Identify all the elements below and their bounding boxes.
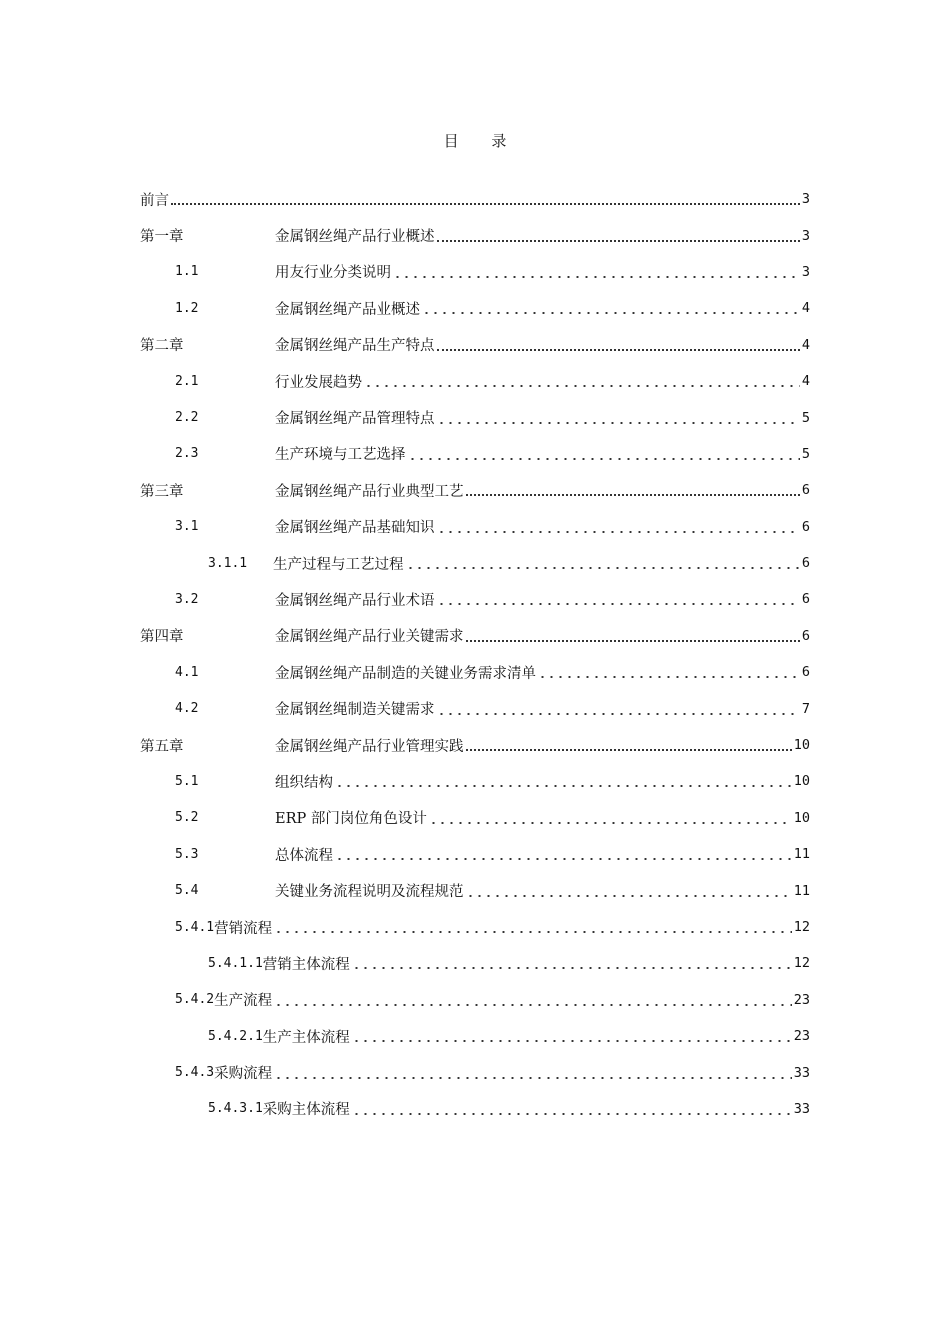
dot-leader (466, 895, 792, 897)
toc-entry-page: 6 (801, 627, 810, 644)
toc-entry-5-4-1-1[interactable] (140, 945, 810, 981)
toc-entry-number: 前言 (140, 192, 169, 209)
dot-leader (437, 713, 800, 715)
dot-leader (364, 385, 800, 387)
dot-leader (437, 240, 800, 242)
toc-entry-5-4-2-1[interactable] (140, 1018, 810, 1054)
toc-entry-5-4-3[interactable] (140, 1054, 810, 1090)
toc-entry-title: 金属钢丝绳产品管理特点 (275, 411, 435, 428)
toc-entry-title: 营销主体流程 (262, 956, 350, 973)
toc-entry-number: 5.4.1 (175, 919, 215, 935)
dot-leader (335, 858, 792, 860)
toc-entry-4-1[interactable] (140, 654, 810, 690)
toc-entry-page: 4 (801, 300, 810, 317)
dot-leader (352, 1113, 792, 1115)
toc-entry-page: 5 (801, 409, 810, 426)
toc-entry-page: 6 (801, 664, 810, 681)
toc-entry-number: 2.2 (175, 410, 199, 426)
dot-leader (352, 1040, 792, 1042)
toc-entry-1-2[interactable] (140, 290, 810, 326)
toc-entry-2-1[interactable] (140, 363, 810, 399)
toc-entry-chapter-5[interactable] (140, 727, 810, 763)
toc-entry-page: 3 (801, 263, 810, 280)
toc-entry-number: 5.4.3.1 (208, 1101, 263, 1117)
dot-leader (429, 822, 792, 824)
toc-entry-title: 总体流程 (275, 847, 333, 864)
dot-leader (437, 603, 800, 605)
dot-leader (466, 749, 792, 751)
dot-leader (406, 567, 800, 569)
toc-entry-5-4[interactable] (140, 872, 810, 908)
toc-entry-5-4-3-1[interactable] (140, 1091, 810, 1127)
toc-entry-number: 3.1.1 (208, 555, 248, 571)
dot-leader (274, 931, 792, 933)
toc-entry-number: 5.4.1.1 (208, 955, 263, 971)
toc-entry-title: 金属钢丝绳产品业概述 (275, 301, 420, 318)
toc-entry-5-2[interactable] (140, 800, 810, 836)
toc-entry-page: 10 (793, 773, 810, 790)
toc-entry-title: 金属钢丝绳产品行业概述 (275, 229, 435, 246)
toc-entry-number: 5.4.2.1 (208, 1028, 263, 1044)
toc-entry-5-1[interactable] (140, 763, 810, 799)
toc-entry-page: 6 (801, 482, 810, 499)
dot-leader (466, 494, 800, 496)
dot-leader (274, 1077, 792, 1079)
toc-entry-page: 7 (801, 700, 810, 717)
toc-entry-number: 第一章 (140, 229, 184, 246)
toc-entry-5-4-1[interactable] (140, 909, 810, 945)
toc-entry-title: 金属钢丝绳制造关键需求 (275, 702, 435, 719)
toc-entry-title: 生产流程 (214, 993, 273, 1010)
toc-entry-4-2[interactable] (140, 690, 810, 726)
toc-entry-number: 2.3 (175, 446, 199, 462)
toc-entry-chapter-2[interactable] (140, 327, 810, 363)
toc-entry-page: 23 (793, 991, 810, 1008)
toc-entry-number: 1.1 (175, 264, 199, 280)
dot-leader (171, 203, 800, 205)
toc-entry-3-2[interactable] (140, 581, 810, 617)
toc-entry-number: 3.1 (175, 519, 199, 535)
toc-entry-number: 3.2 (175, 591, 199, 607)
toc-entry-title: 用友行业分类说明 (275, 265, 391, 282)
toc-entry-page: 10 (793, 737, 810, 754)
toc-entry-chapter-3[interactable] (140, 472, 810, 508)
toc-entry-title: 生产过程与工艺过程 (273, 556, 404, 573)
toc-entry-page: 5 (801, 445, 810, 462)
dot-leader (437, 349, 800, 351)
toc-entry-title: 金属钢丝绳产品行业典型工艺 (275, 483, 464, 500)
dot-leader (437, 531, 800, 533)
toc-entry-title: 关键业务流程说明及流程规范 (275, 884, 464, 901)
toc-entry-title: 采购流程 (214, 1066, 273, 1083)
toc-entry-3-1[interactable] (140, 509, 810, 545)
toc-entry-page: 4 (801, 336, 810, 353)
toc-entry-number: 4.2 (175, 701, 199, 717)
toc-entry-number: 5.2 (175, 810, 199, 826)
dot-leader (437, 422, 800, 424)
toc-entry-title: 金属钢丝绳产品基础知识 (275, 520, 435, 537)
toc-entry-title: 金属钢丝绳产品制造的关键业务需求清单 (275, 665, 536, 682)
toc-entry-number: 5.4.2 (175, 992, 215, 1008)
toc-entry-title: 金属钢丝绳产品行业管理实践 (275, 738, 464, 755)
toc-entry-title: 金属钢丝绳产品生产特点 (275, 338, 435, 355)
toc-entry-page: 10 (793, 809, 810, 826)
toc-entry-number: 5.3 (175, 846, 199, 862)
toc-entry-number: 1.2 (175, 300, 199, 316)
toc-entry-page: 23 (793, 1028, 810, 1045)
toc-entry-page: 12 (793, 955, 810, 972)
toc-entry-title: 金属钢丝绳产品行业术语 (275, 592, 435, 609)
toc-entry-number: 5.1 (175, 773, 199, 789)
toc-entry-page: 33 (793, 1064, 810, 1081)
dot-leader (393, 276, 800, 278)
toc-entry-number: 5.4.3 (175, 1065, 215, 1081)
toc-entry-number: 第二章 (140, 338, 184, 355)
toc-entry-page: 11 (793, 846, 810, 863)
toc-entry-chapter-1[interactable] (140, 217, 810, 253)
toc-entry-preface[interactable] (140, 181, 810, 217)
dot-leader (422, 312, 800, 314)
toc-entry-page: 4 (801, 373, 810, 390)
toc-entry-page: 33 (793, 1100, 810, 1117)
toc-entry-title: 采购主体流程 (262, 1102, 350, 1119)
toc-entry-title: 生产主体流程 (262, 1029, 350, 1046)
toc-entry-title: 行业发展趋势 (275, 374, 362, 391)
toc-entry-number: 第三章 (140, 483, 184, 500)
toc-entry-number: 第四章 (140, 629, 184, 646)
toc-entry-page: 3 (801, 191, 810, 208)
dot-leader (408, 458, 800, 460)
toc-entry-title: 金属钢丝绳产品行业关键需求 (275, 629, 464, 646)
toc-entry-1-1[interactable] (140, 254, 810, 290)
dot-leader (538, 676, 800, 678)
table-of-contents (140, 181, 810, 1127)
toc-entry-5-4-2[interactable] (140, 982, 810, 1018)
dot-leader (274, 1004, 792, 1006)
toc-entry-number: 第五章 (140, 738, 184, 755)
toc-entry-page: 6 (801, 555, 810, 572)
toc-entry-page: 12 (793, 919, 810, 935)
dot-leader (335, 785, 792, 787)
toc-entry-3-1-1[interactable] (140, 545, 810, 581)
toc-entry-2-2[interactable] (140, 399, 810, 435)
toc-entry-number: 2.1 (175, 373, 199, 389)
dot-leader (352, 967, 792, 969)
toc-entry-2-3[interactable] (140, 436, 810, 472)
toc-entry-number: 5.4 (175, 883, 199, 899)
toc-entry-title: 生产环境与工艺选择 (275, 447, 406, 464)
toc-entry-page: 6 (801, 518, 810, 535)
toc-entry-number: 4.1 (175, 664, 199, 680)
toc-entry-chapter-4[interactable] (140, 618, 810, 654)
toc-entry-5-3[interactable] (140, 836, 810, 872)
dot-leader (466, 640, 800, 642)
toc-entry-title: 组织结构 (275, 774, 333, 791)
toc-entry-page: 3 (801, 227, 810, 244)
toc-entry-page: 11 (793, 882, 810, 899)
toc-entry-title: ERP 部门岗位角色设计 (275, 811, 427, 828)
toc-entry-title: 营销流程 (214, 920, 273, 937)
toc-title: 目 录 (443, 132, 521, 150)
toc-entry-page: 6 (801, 591, 810, 608)
